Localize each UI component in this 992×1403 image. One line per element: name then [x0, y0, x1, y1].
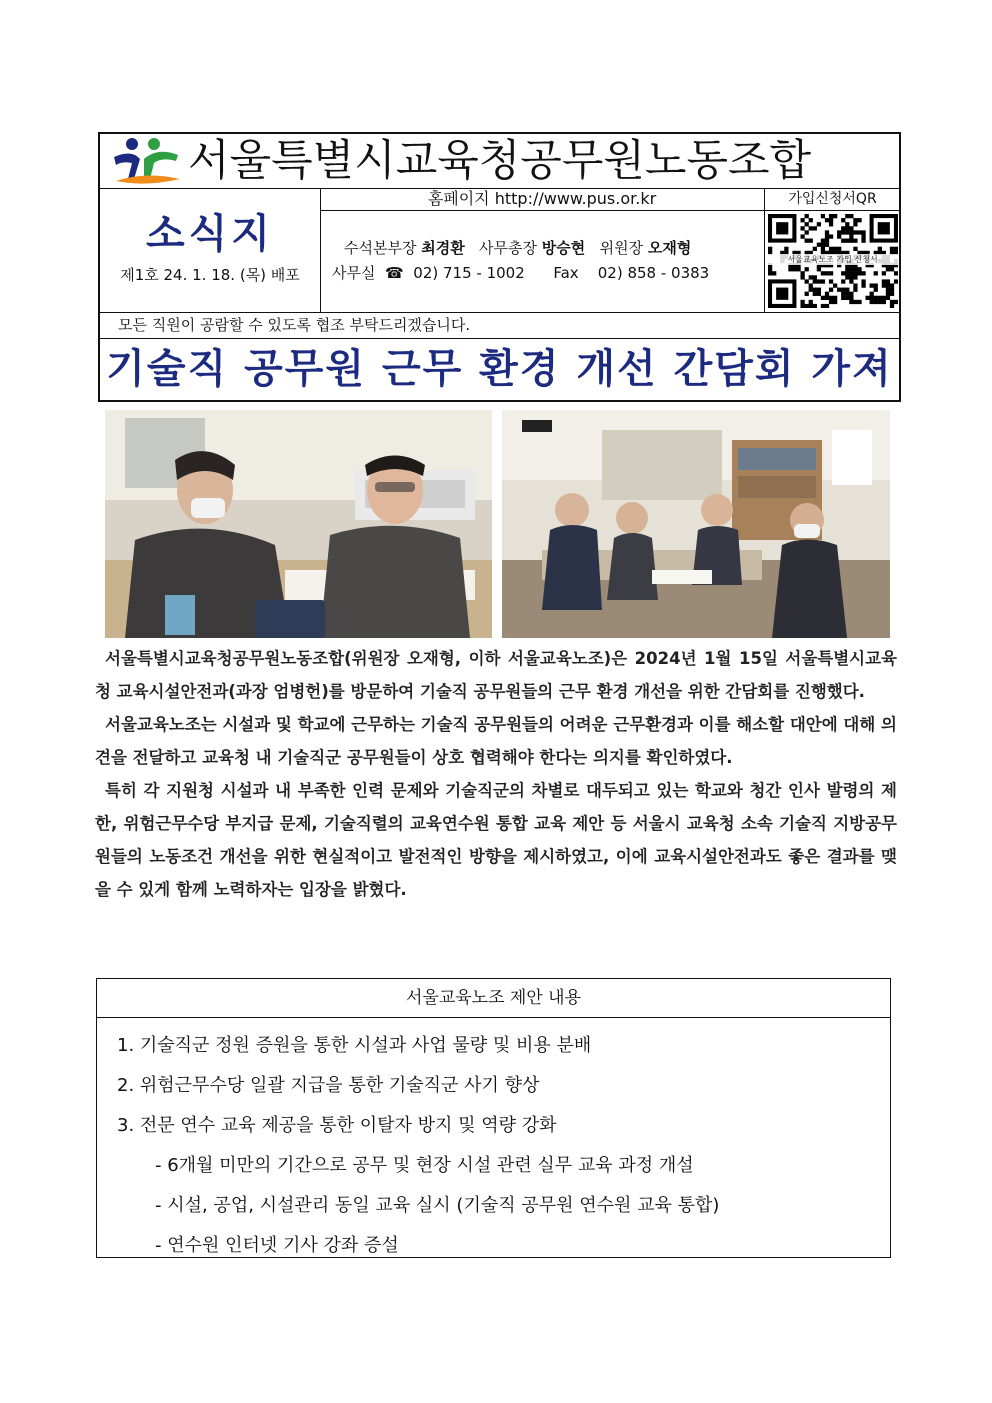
masthead	[98, 132, 901, 402]
fax-label: Fax	[553, 264, 579, 282]
homepage-link[interactable]: 홈페이지 http://www.pus.or.kr	[320, 188, 764, 211]
officer-name: 오재형	[647, 239, 692, 257]
proposal-title: 서울교육노조 제안 내용	[97, 979, 890, 1018]
photo-1-image	[105, 410, 492, 638]
officer-name: 최경환	[421, 239, 465, 257]
proposal-subitem: - 연수원 인터넷 기사 강좌 증설	[155, 1235, 399, 1256]
fax-number: 02) 858 - 0383	[597, 264, 710, 282]
info-row	[100, 188, 899, 313]
qr-cell	[764, 188, 901, 312]
phone-line	[332, 262, 764, 283]
org-name: 서울특별시교육청공무원노동조합	[188, 136, 812, 186]
phone-icon: ☎	[380, 264, 409, 282]
article-paragraph: 서울특별시교육청공무원노동조합(위원장 오재형, 이하 서울교육노조)은 2024년 1월 15일 서울특별시교육청 교육시설안전과(과장 엄병헌)를 방문하여 기술직 공무원들의 근무 환경 개선을 위한 간담회를 진행했다.	[95, 649, 897, 701]
article-paragraph: 특히 각 지원청 시설과 내 부족한 인력 문제와 기술직군의 차별로 대두되고 있는 학교와 청간 인사 발령의 제한, 위험근무수당 부지급 문제, 기술직렬의 교육연수원 통합 교육 제안 등 서울시 교육청 소속 기술직 지방공무원들의 노동조건 개선을 위한 현실적이고 발전적인 방향을 제시하였고, 이에 교육시설안전과도 좋은 결과를 맺을 수 있게 함께 노력하자는 입장을 밝혔다.	[95, 781, 897, 899]
headline-row	[100, 338, 899, 400]
issue-info: 제1호 24. 1. 18. (목) 배포	[120, 266, 300, 284]
article-paragraph: 서울교육노조는 시설과 및 학교에 근무하는 기술직 공무원들의 어려운 근무환경과 이를 해소할 대안에 대해 의견을 전달하고 교육청 내 기술직군 공무원들이 상호 협력해야 한다는 의지를 확인하였다.	[95, 715, 897, 767]
office-label: 사무실	[332, 264, 376, 282]
officer-role: 사무총장	[479, 239, 537, 257]
qr-label: 가입신청서QR	[764, 188, 901, 211]
contact-cell	[320, 188, 765, 312]
newsletter-title: 소식지	[146, 211, 274, 257]
article-body	[95, 642, 897, 906]
org-title-row	[100, 134, 899, 189]
proposal-item: 2. 위험근무수당 일괄 지급을 통한 기술직군 사기 향상	[117, 1075, 540, 1096]
proposal-item: 1. 기술직군 정원 증원을 통한 시설과 사업 물량 및 비용 분배	[117, 1035, 592, 1056]
notice-text: 모든 직원이 공람할 수 있도록 협조 부탁드리겠습니다.	[118, 316, 471, 334]
officer-name: 방승현	[541, 239, 586, 257]
proposal-box	[96, 978, 891, 1258]
proposal-subitem: - 시설, 공업, 시설관리 동일 교육 실시 (기술직 공무원 연수원 교육 통합)	[155, 1195, 720, 1216]
qr-code[interactable]	[768, 214, 898, 308]
meeting-photo-2	[502, 410, 890, 638]
proposal-item: 3. 전문 연수 교육 제공을 통한 이탈자 방지 및 역량 강화	[117, 1115, 557, 1136]
officer-role: 위원장	[599, 239, 644, 257]
union-logo-icon	[110, 135, 184, 187]
officers-line	[344, 237, 764, 258]
meeting-photo-1	[105, 410, 492, 638]
phone-number: 02) 715 - 1002	[413, 264, 525, 282]
proposal-subitem: - 6개월 미만의 기간으로 공무 및 현장 시설 관련 실무 교육 과정 개설	[155, 1155, 694, 1176]
officer-role: 수석본부장	[344, 239, 417, 257]
photo-2-image	[502, 410, 890, 638]
qr-caption: 서울교육노조 가입 신청서	[768, 254, 898, 265]
newsletter-cell	[100, 188, 321, 312]
headline: 기술직 공무원 근무 환경 개선 간담회 가져	[106, 346, 893, 392]
notice-row	[100, 312, 899, 339]
proposal-list	[97, 1018, 890, 1266]
